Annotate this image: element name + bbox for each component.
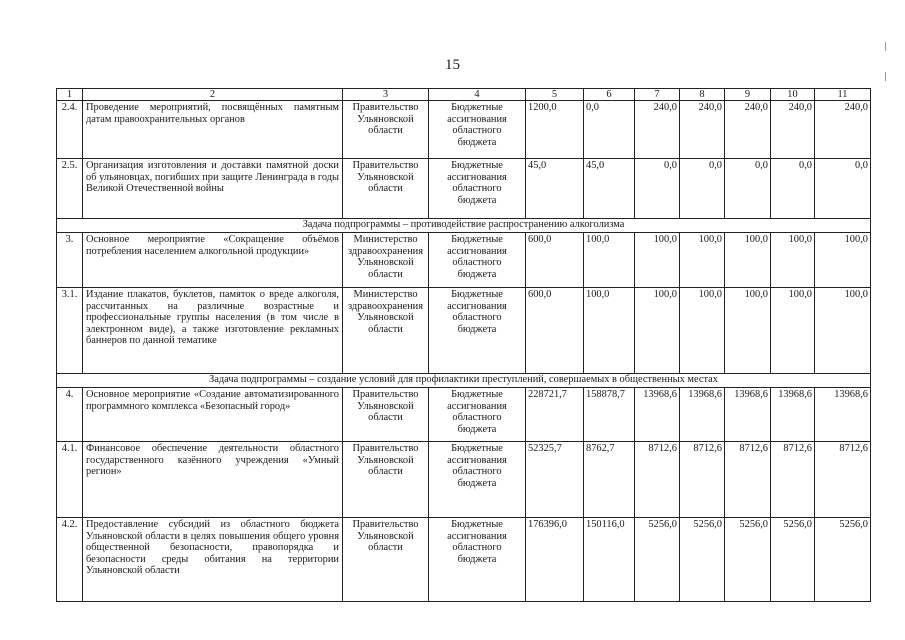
amount-cell: 52325,7	[526, 442, 584, 518]
funding-source: Бюджетные ассигнования областного бюджета	[429, 442, 526, 518]
amount-cell: 8712,6	[815, 442, 871, 518]
executor: Правительство Ульяновской области	[343, 388, 429, 442]
table-row	[57, 388, 871, 442]
header-cell: 5	[526, 89, 584, 101]
amount-cell: 240,0	[771, 101, 815, 159]
item-name: Основное мероприятие «Создание автоматизированного программного комплекса «Безопасный город»	[83, 388, 343, 442]
item-name: Издание плакатов, буклетов, памяток о вреде алкоголя, рассчитанных на различные возрастные и профессиональные группы населения (в том числе в электронном виде), а также изготовление рекламных баннеров по данной тематике	[83, 288, 343, 374]
amount-cell: 5256,0	[815, 518, 871, 602]
amount-cell: 100,0	[815, 288, 871, 374]
amount-cell: 240,0	[815, 101, 871, 159]
amount-cell: 100,0	[635, 288, 680, 374]
item-number: 2.5.	[57, 159, 83, 219]
amount-cell: 100,0	[584, 288, 635, 374]
amount-cell: 5256,0	[635, 518, 680, 602]
amount-cell: 5256,0	[771, 518, 815, 602]
amount-cell: 100,0	[725, 288, 771, 374]
item-name: Финансовое обеспечение деятельности областного государственного казённого учреждения «Умный регион»	[83, 442, 343, 518]
amount-cell: 8712,6	[771, 442, 815, 518]
item-name: Предоставление субсидий из областного бюджета Ульяновской области в целях повышения общего уровня общественной безопасности, правопорядка и безопасности среды обитания на территории Ульяновской области	[83, 518, 343, 602]
item-name: Проведение мероприятий, посвящённых памятным датам правоохранительных органов	[83, 101, 343, 159]
table-row	[57, 518, 871, 602]
table-row	[57, 442, 871, 518]
header-cell: 11	[815, 89, 871, 101]
amount-cell: 0,0	[771, 159, 815, 219]
item-number: 4.2.	[57, 518, 83, 602]
amount-cell: 150116,0	[584, 518, 635, 602]
amount-cell: 13968,6	[680, 388, 725, 442]
item-name: Основное мероприятие «Сокращение объёмов потребления населением алкогольной продукции»	[83, 233, 343, 288]
program-table	[56, 88, 871, 602]
scan-mark	[885, 72, 886, 81]
header-cell: 7	[635, 89, 680, 101]
funding-source: Бюджетные ассигнования областного бюджета	[429, 288, 526, 374]
header-cell: 8	[680, 89, 725, 101]
amount-cell: 0,0	[635, 159, 680, 219]
section-row	[57, 219, 871, 233]
funding-source: Бюджетные ассигнования областного бюджета	[429, 101, 526, 159]
header-row	[57, 89, 871, 101]
table-row	[57, 159, 871, 219]
executor: Министерство здравоохранения Ульяновской области	[343, 233, 429, 288]
executor: Правительство Ульяновской области	[343, 101, 429, 159]
amount-cell: 600,0	[526, 288, 584, 374]
amount-cell: 100,0	[680, 233, 725, 288]
item-number: 4.1.	[57, 442, 83, 518]
amount-cell: 8762,7	[584, 442, 635, 518]
executor: Правительство Ульяновской области	[343, 518, 429, 602]
amount-cell: 100,0	[635, 233, 680, 288]
header-cell: 2	[83, 89, 343, 101]
section-title: Задача подпрограммы – создание условий для профилактики преступлений, совершаемых в общественных местах	[57, 374, 871, 388]
funding-source: Бюджетные ассигнования областного бюджета	[429, 233, 526, 288]
amount-cell: 158878,7	[584, 388, 635, 442]
scan-mark	[885, 42, 886, 51]
amount-cell: 0,0	[815, 159, 871, 219]
amount-cell: 13968,6	[635, 388, 680, 442]
amount-cell: 8712,6	[680, 442, 725, 518]
executor: Правительство Ульяновской области	[343, 159, 429, 219]
amount-cell: 176396,0	[526, 518, 584, 602]
amount-cell: 45,0	[526, 159, 584, 219]
amount-cell: 100,0	[680, 288, 725, 374]
amount-cell: 45,0	[584, 159, 635, 219]
amount-cell: 240,0	[680, 101, 725, 159]
header-cell: 10	[771, 89, 815, 101]
section-title: Задача подпрограммы – противодействие распространению алкоголизма	[57, 219, 871, 233]
item-number: 4.	[57, 388, 83, 442]
funding-source: Бюджетные ассигнования областного бюджета	[429, 518, 526, 602]
table-row	[57, 101, 871, 159]
amount-cell: 8712,6	[725, 442, 771, 518]
amount-cell: 0,0	[584, 101, 635, 159]
table-row	[57, 288, 871, 374]
amount-cell: 100,0	[725, 233, 771, 288]
amount-cell: 8712,6	[635, 442, 680, 518]
amount-cell: 5256,0	[680, 518, 725, 602]
amount-cell: 0,0	[725, 159, 771, 219]
item-name: Организация изготовления и доставки памятной доски об ульяновцах, погибших при защите Ленинграда в годы Великой Отечественной войны	[83, 159, 343, 219]
funding-source: Бюджетные ассигнования областного бюджета	[429, 159, 526, 219]
amount-cell: 13968,6	[725, 388, 771, 442]
amount-cell: 1200,0	[526, 101, 584, 159]
executor: Правительство Ульяновской области	[343, 442, 429, 518]
amount-cell: 100,0	[771, 233, 815, 288]
page-number: 15	[445, 57, 460, 73]
amount-cell: 0,0	[680, 159, 725, 219]
amount-cell: 100,0	[584, 233, 635, 288]
header-cell: 1	[57, 89, 83, 101]
header-cell: 4	[429, 89, 526, 101]
header-cell: 3	[343, 89, 429, 101]
item-number: 3.	[57, 233, 83, 288]
amount-cell: 228721,7	[526, 388, 584, 442]
amount-cell: 5256,0	[725, 518, 771, 602]
amount-cell: 240,0	[635, 101, 680, 159]
amount-cell: 240,0	[725, 101, 771, 159]
funding-source: Бюджетные ассигнования областного бюджета	[429, 388, 526, 442]
amount-cell: 100,0	[771, 288, 815, 374]
header-cell: 6	[584, 89, 635, 101]
table-row	[57, 233, 871, 288]
amount-cell: 600,0	[526, 233, 584, 288]
header-cell: 9	[725, 89, 771, 101]
item-number: 3.1.	[57, 288, 83, 374]
amount-cell: 13968,6	[771, 388, 815, 442]
item-number: 2.4.	[57, 101, 83, 159]
executor: Министерство здравоохранения Ульяновской области	[343, 288, 429, 374]
amount-cell: 13968,6	[815, 388, 871, 442]
section-row	[57, 374, 871, 388]
amount-cell: 100,0	[815, 233, 871, 288]
